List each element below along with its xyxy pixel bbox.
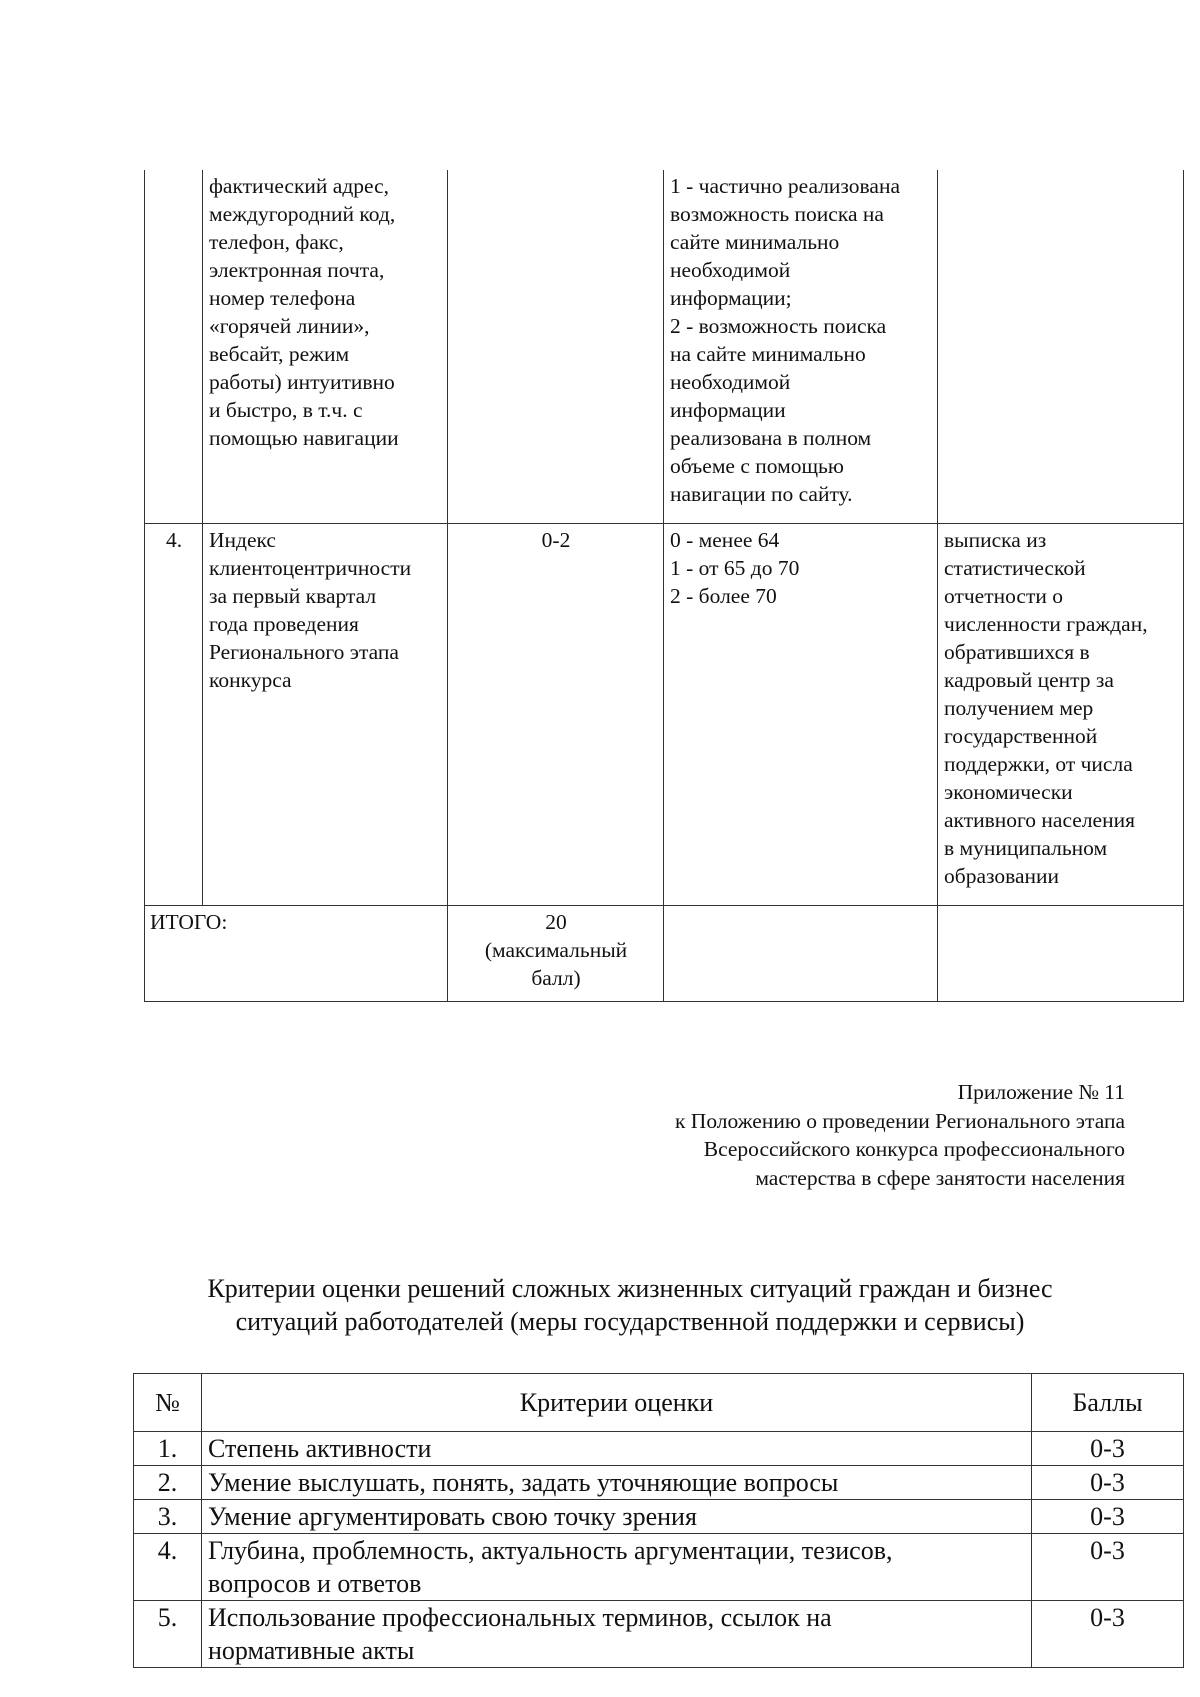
criterion-cell: Глубина, проблемность, актуальность аргументации, тезисов, вопросов и ответов <box>202 1534 1032 1601</box>
criterion-cell: Степень активности <box>202 1432 1032 1466</box>
total-row <box>145 905 1184 1001</box>
empty-cell <box>664 905 938 1001</box>
empty-cell <box>938 905 1184 1001</box>
appendix-reference-line: мастерства в сфере занятости населения <box>755 1165 1125 1190</box>
score-range-cell <box>448 170 664 523</box>
table-header-row <box>134 1374 1184 1432</box>
row-number-cell: 2. <box>134 1466 202 1500</box>
appendix-number: Приложение № 11 <box>957 1080 1125 1104</box>
score-cell: 0-3 <box>1032 1432 1184 1466</box>
table-row <box>134 1432 1184 1466</box>
table-row <box>134 1466 1184 1500</box>
row-number-cell: 5. <box>134 1601 202 1668</box>
score-cell: 0-3 <box>1032 1601 1184 1668</box>
column-header-criteria: Критерии оценки <box>202 1374 1032 1432</box>
total-label: ИТОГО: <box>145 905 448 1001</box>
row-number-cell <box>145 170 203 523</box>
criterion-description-cell: фактический адрес, междугородний код, телефон, факс, электронная почта, номер телефона «горячей линии», вебсайт, режим работы) интуитивно и быстро, в т.ч. с помощью навигации <box>203 170 448 523</box>
table-row <box>134 1500 1184 1534</box>
row-number-cell: 3. <box>134 1500 202 1534</box>
criterion-cell: Умение выслушать, понять, задать уточняющие вопросы <box>202 1466 1032 1500</box>
appendix-header <box>675 1078 1125 1192</box>
score-cell: 0-3 <box>1032 1466 1184 1500</box>
score-range-cell: 0-2 <box>448 523 664 905</box>
column-header-score: Баллы <box>1032 1374 1184 1432</box>
table-row <box>145 170 1184 523</box>
evaluation-table-continued <box>144 170 1184 1002</box>
appendix-reference-line: Всероссийского конкурса профессионального <box>703 1137 1125 1161</box>
table-row <box>145 523 1184 905</box>
criterion-cell: Умение аргументировать свою точку зрения <box>202 1500 1032 1534</box>
source-document-cell: выписка из статистической отчетности о численности граждан, обратившихся в кадровый центр за получением мер государственной поддержки, от числа экономически активного населения в муниципальном образовании <box>938 523 1184 905</box>
score-cell: 0-3 <box>1032 1534 1184 1601</box>
appendix-reference-line: к Положению о проведении Регионального этапа <box>674 1108 1125 1133</box>
criterion-cell: Использование профессиональных терминов, ссылок на нормативные акты <box>202 1601 1032 1668</box>
row-number-cell: 4. <box>134 1534 202 1601</box>
table-row <box>134 1601 1184 1668</box>
scoring-criteria-cell: 1 - частично реализована возможность поиска на сайте минимально необходимой информации; 2 - возможность поиска на сайте минимально необходимой информации реализована в полном объеме с помощью навигации по сайту. <box>664 170 938 523</box>
source-document-cell <box>938 170 1184 523</box>
total-value-cell: 20 (максимальный балл) <box>448 905 664 1001</box>
scoring-criteria-cell: 0 - менее 64 1 - от 65 до 70 2 - более 70 <box>664 523 938 905</box>
score-cell: 0-3 <box>1032 1500 1184 1534</box>
table-row <box>134 1534 1184 1601</box>
criterion-description-cell: Индекс клиентоцентричности за первый квартал года проведения Регионального этапа конкурса <box>203 523 448 905</box>
row-number-cell: 1. <box>134 1432 202 1466</box>
document-title: Критерии оценки решений сложных жизненных ситуаций граждан и бизнес ситуаций работодателей (меры государственной поддержки и сервисы) <box>207 1274 1053 1336</box>
criteria-table <box>133 1373 1184 1668</box>
row-number-cell: 4. <box>145 523 203 905</box>
column-header-number: № <box>134 1374 202 1432</box>
